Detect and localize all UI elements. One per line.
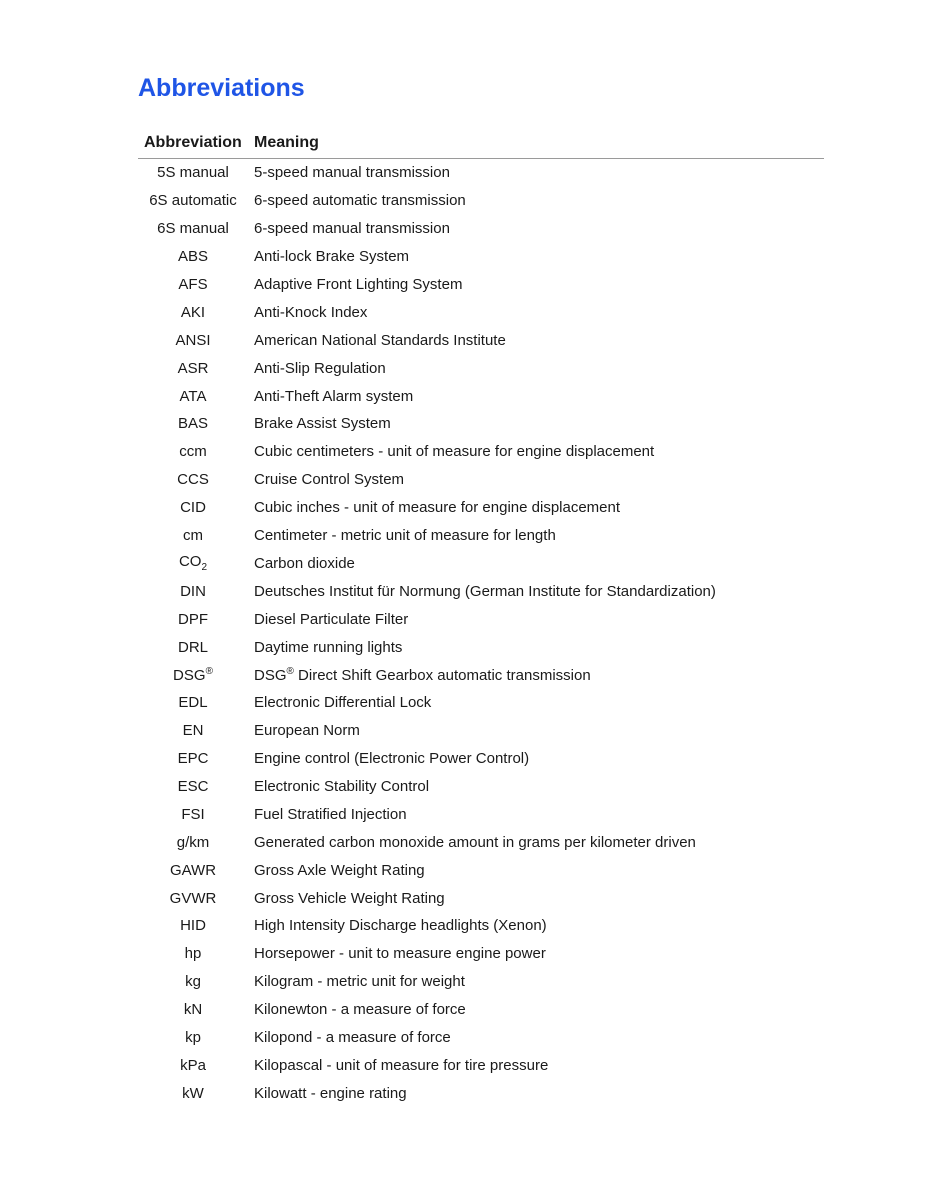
page-title: Abbreviations [138, 74, 305, 102]
meaning-cell: Cubic centimeters - unit of measure for engine displacement [254, 443, 655, 461]
abbreviation-cell: DPF [178, 610, 208, 628]
table-row [138, 745, 824, 773]
meaning-cell: Kilowatt - engine rating [254, 1084, 407, 1102]
abbreviation-cell: kg [185, 973, 201, 991]
table-row [138, 187, 824, 215]
meaning-cell: Diesel Particulate Filter [254, 610, 409, 628]
abbreviation-cell: DSG® [173, 665, 213, 684]
table-row [138, 438, 824, 466]
meaning-cell: Gross Axle Weight Rating [254, 861, 425, 879]
meaning-cell: Anti-Theft Alarm system [254, 387, 414, 405]
meaning-cell: Anti-lock Brake System [254, 248, 410, 266]
meaning-cell: Carbon dioxide [254, 554, 355, 572]
table-row [138, 1052, 824, 1080]
table-row [138, 828, 824, 856]
table-row [138, 159, 824, 187]
abbreviation-cell: EPC [177, 750, 209, 768]
table-body [138, 159, 824, 1107]
meaning-cell: 5-speed manual transmission [254, 164, 450, 182]
abbreviations-table [138, 128, 824, 1107]
header-meaning: Meaning [254, 134, 319, 151]
abbreviation-cell: ATA [179, 387, 207, 405]
meaning-cell: American National Standards Institute [254, 331, 506, 349]
abbreviation-cell: CID [180, 499, 206, 517]
table-row [138, 633, 824, 661]
table-row [138, 1024, 824, 1052]
abbreviation-cell: kW [182, 1084, 204, 1102]
meaning-cell: Engine control (Electronic Power Control) [254, 750, 530, 768]
meaning-cell: Horsepower - unit to measure engine power [254, 945, 546, 963]
meaning-cell: Daytime running lights [254, 638, 403, 656]
abbreviation-cell: ESC [177, 778, 209, 796]
abbreviation-cell: kp [185, 1029, 201, 1047]
table-row [138, 549, 824, 577]
abbreviation-cell: 5S manual [157, 164, 229, 182]
meaning-cell: Brake Assist System [254, 415, 391, 433]
abbreviation-cell: DRL [177, 638, 208, 656]
header-abbreviation: Abbreviation [144, 134, 242, 151]
table-row [138, 271, 824, 299]
table-row [138, 605, 824, 633]
meaning-cell: Gross Vehicle Weight Rating [254, 889, 445, 907]
table-row [138, 661, 824, 689]
abbreviation-cell: GVWR [169, 889, 217, 907]
meaning-cell: Kilogram - metric unit for weight [254, 973, 465, 991]
table-row [138, 996, 824, 1024]
abbreviation-cell: DIN [180, 582, 206, 600]
table-header [138, 128, 824, 159]
meaning-cell: Electronic Stability Control [254, 778, 430, 796]
meaning-cell: 6-speed manual transmission [254, 220, 450, 238]
meaning-cell: Centimeter - metric unit of measure for length [254, 527, 556, 545]
table-row [138, 298, 824, 326]
meaning-cell: Anti-Knock Index [254, 303, 368, 321]
table-row [138, 354, 824, 382]
abbreviation-cell: CCS [177, 471, 209, 489]
abbreviation-cell: AFS [178, 276, 208, 293]
abbreviation-cell: ABS [177, 248, 208, 266]
table-row [138, 326, 824, 354]
table-row [138, 215, 824, 243]
abbreviation-cell: ccm [179, 443, 207, 461]
abbreviation-cell: GAWR [169, 861, 217, 879]
abbreviation-cell: 6S automatic [149, 192, 237, 210]
abbreviation-cell: FSI [181, 805, 205, 823]
abbreviation-cell: HID [180, 917, 206, 935]
table-row [138, 856, 824, 884]
abbreviation-cell: g/km [176, 833, 210, 851]
table-row [138, 410, 824, 438]
meaning-cell: Generated carbon monoxide amount in grams per kilometer driven [254, 833, 696, 851]
abbreviation-cell: 6S manual [157, 220, 229, 238]
meaning-cell: Kilopascal - unit of measure for tire pressure [254, 1056, 549, 1074]
table-row [138, 773, 824, 801]
table-row [138, 1079, 824, 1107]
abbreviation-cell: EDL [178, 694, 208, 712]
table-row [138, 494, 824, 522]
table-row [138, 466, 824, 494]
table-row [138, 243, 824, 271]
table-row [138, 800, 824, 828]
meaning-cell: High Intensity Discharge headlights (Xenon) [254, 917, 547, 935]
meaning-cell: Fuel Stratified Injection [254, 805, 407, 823]
abbreviation-cell: BAS [177, 415, 208, 433]
table-row [138, 968, 824, 996]
table-row [138, 577, 824, 605]
table-row [138, 522, 824, 550]
table-row [138, 912, 824, 940]
meaning-cell: Cruise Control System [254, 471, 405, 489]
abbreviation-cell: $CO_2$ [178, 553, 208, 574]
abbreviation-cell: hp [184, 945, 202, 963]
meaning-cell: Adaptive Front Lighting System [254, 276, 463, 293]
meaning-cell: DSG® Direct Shift Gearbox automatic transmission [254, 665, 591, 684]
table-row [138, 940, 824, 968]
meaning-cell: Electronic Differential Lock [254, 694, 432, 712]
abbreviation-cell: kN [183, 1001, 203, 1019]
table-row [138, 884, 824, 912]
abbreviation-cell: kPa [180, 1056, 206, 1074]
meaning-cell: Kilopond - a measure of force [254, 1029, 451, 1047]
meaning-cell: Cubic inches - unit of measure for engine displacement [254, 499, 621, 517]
abbreviation-cell: AKI [180, 303, 206, 321]
abbreviation-cell: ANSI [175, 331, 211, 349]
meaning-cell: 6-speed automatic transmission [254, 192, 466, 210]
abbreviation-cell: cm [183, 527, 203, 545]
meaning-cell: Kilonewton - a measure of force [254, 1001, 466, 1019]
table-row [138, 382, 824, 410]
abbreviation-cell: ASR [177, 359, 209, 377]
meaning-cell: European Norm [254, 722, 360, 740]
meaning-cell: Deutsches Institut für Normung (German Institute for Standardization) [254, 582, 716, 600]
table-row [138, 689, 824, 717]
meaning-cell: Anti-Slip Regulation [254, 359, 386, 377]
table-row [138, 717, 824, 745]
abbreviation-cell: EN [182, 722, 204, 740]
